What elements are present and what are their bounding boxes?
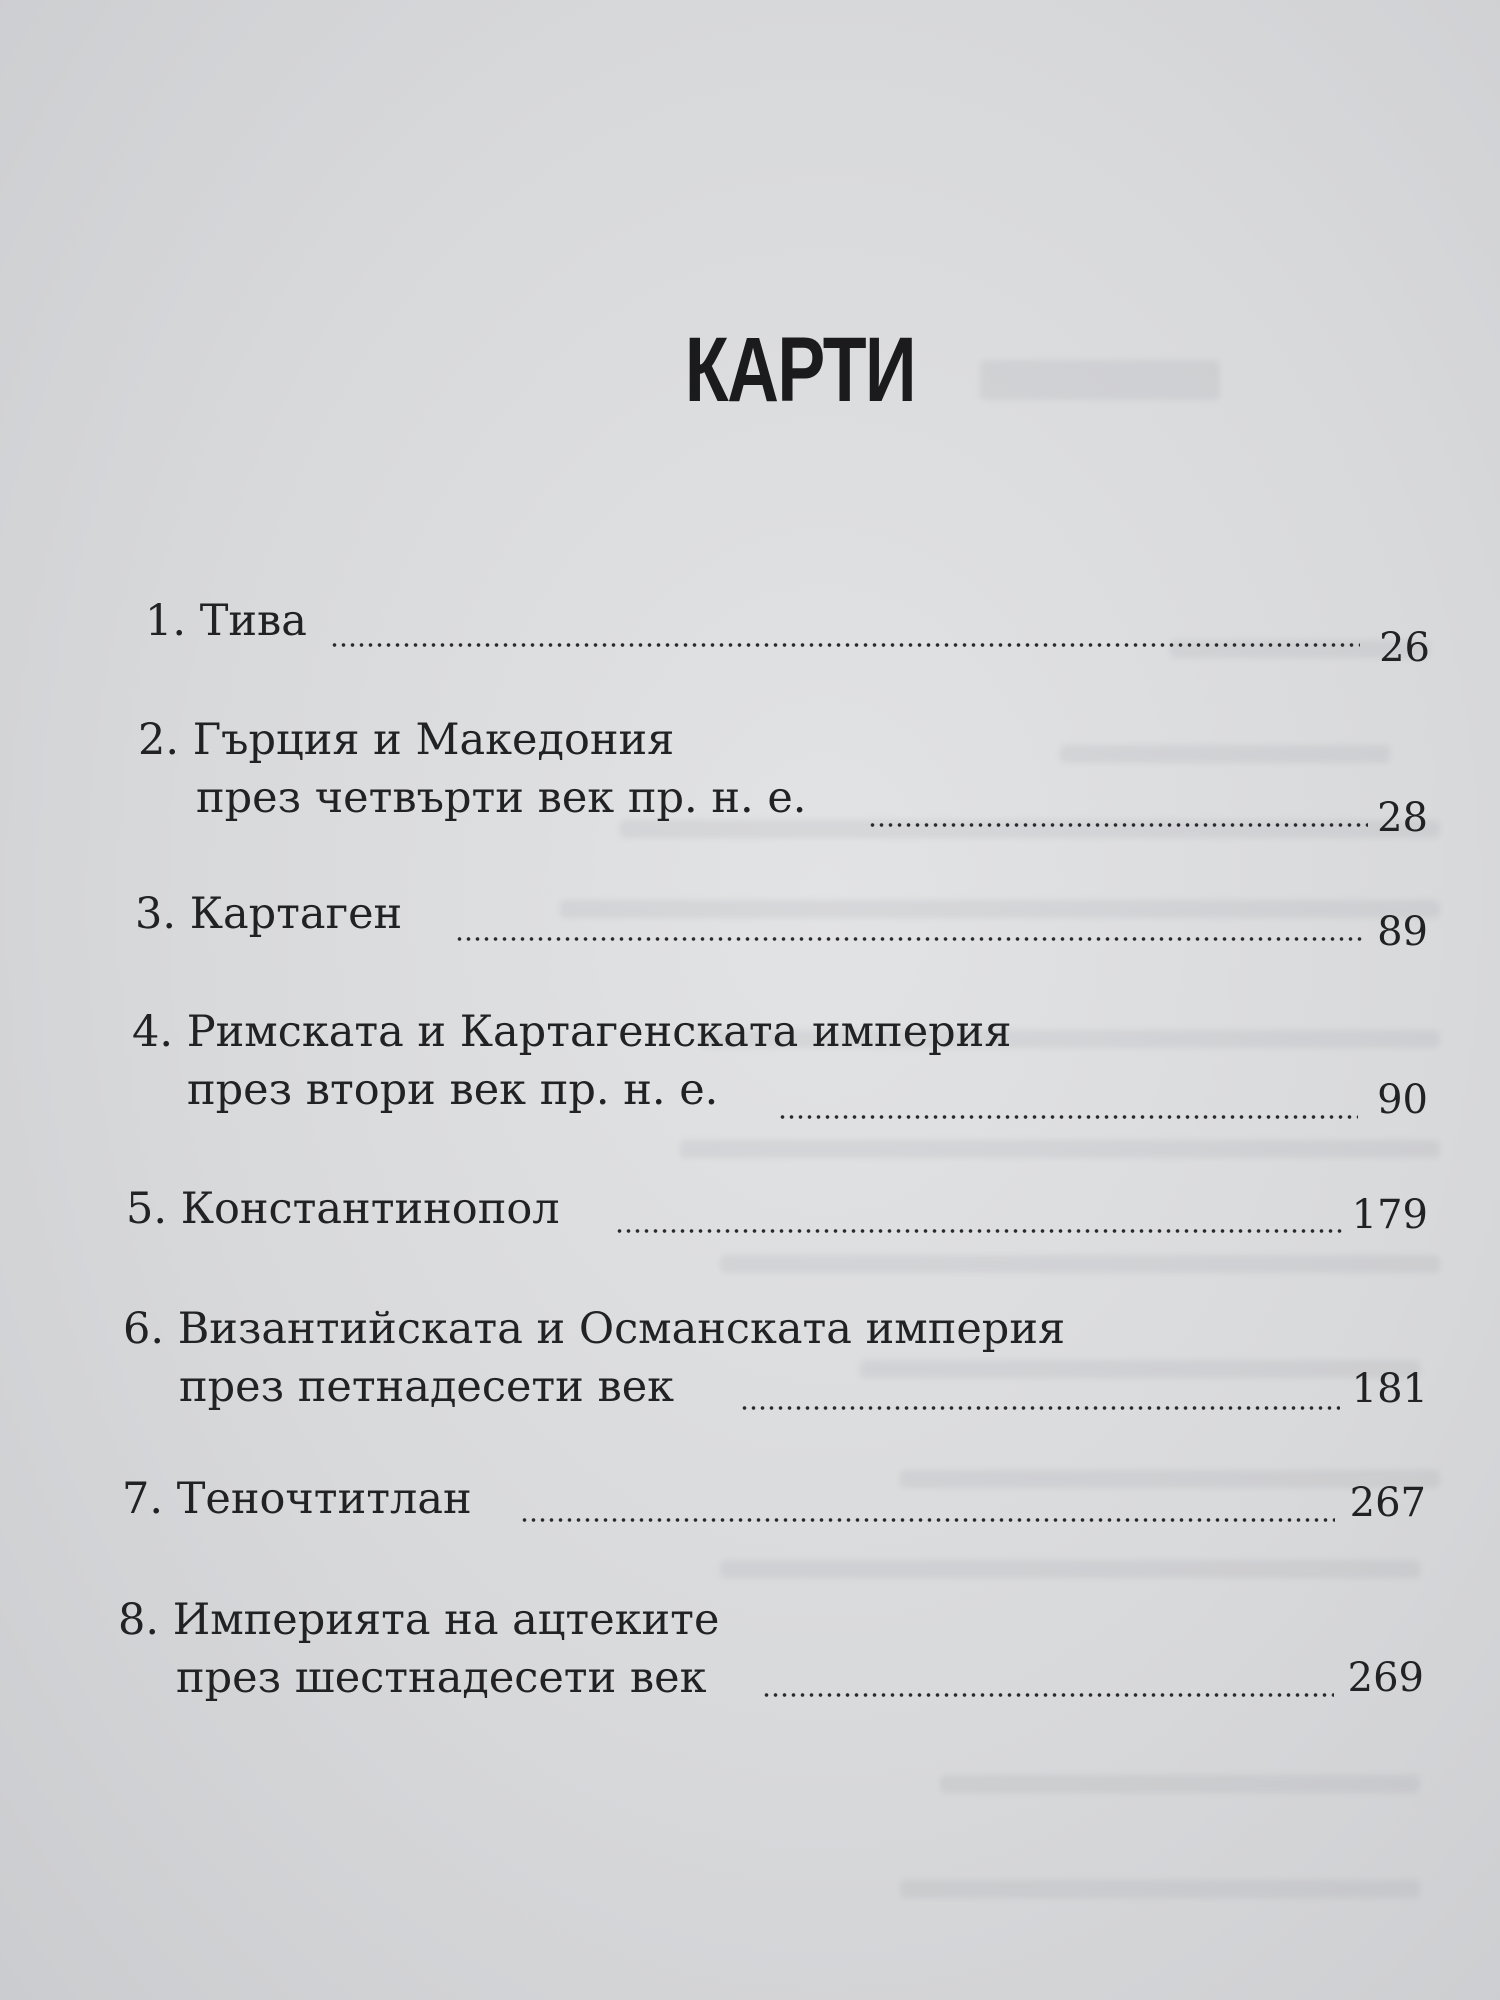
- entry-number: 8.: [118, 1595, 160, 1645]
- entry-title: Римската и Картагенската империя: [186, 1007, 1012, 1057]
- page-number: 267: [1349, 1480, 1426, 1526]
- entry-number: 2.: [138, 715, 180, 765]
- page-number: 26: [1379, 625, 1430, 671]
- entry-title: Тива: [199, 596, 307, 646]
- entry-number: 4.: [132, 1007, 174, 1057]
- entry-title: Византийската и Османската империя: [177, 1304, 1066, 1354]
- page-number: 269: [1347, 1655, 1424, 1701]
- toc-entry-2: [138, 716, 806, 822]
- leader-dots: [520, 1517, 1335, 1523]
- page-number: 89: [1377, 909, 1428, 955]
- page-number: 179: [1351, 1192, 1428, 1238]
- page-number: 28: [1377, 795, 1428, 841]
- toc-entry-6: [123, 1305, 1065, 1411]
- toc-entry-4: [132, 1008, 1011, 1114]
- entry-title: Империята на ацтеките: [172, 1595, 720, 1645]
- entry-number: 1.: [145, 596, 187, 646]
- entry-subtitle: през четвърти век пр. н. е.: [196, 773, 807, 823]
- leader-dots: [778, 1114, 1358, 1120]
- leader-dots: [740, 1405, 1340, 1411]
- entry-number: 3.: [135, 889, 177, 939]
- toc-entry-8: [118, 1596, 719, 1702]
- leader-dots: [455, 936, 1365, 942]
- toc-entry-7: [122, 1475, 472, 1523]
- toc-entry-3: [135, 890, 402, 938]
- leader-dots: [868, 822, 1368, 828]
- entry-title: Картаген: [189, 889, 403, 939]
- entry-number: 7.: [122, 1474, 164, 1524]
- entry-subtitle: през шестнадесети век: [176, 1653, 707, 1703]
- leader-dots: [330, 642, 1360, 648]
- leader-dots: [615, 1228, 1343, 1234]
- entry-subtitle: през втори век пр. н. е.: [187, 1065, 719, 1115]
- page-number: 181: [1351, 1366, 1428, 1412]
- entry-title: Константинопол: [180, 1184, 560, 1234]
- entry-title: Теночтитлан: [176, 1474, 472, 1524]
- entry-subtitle: през петнадесети век: [179, 1362, 675, 1412]
- entry-title: Гърция и Македония: [192, 715, 675, 765]
- leader-dots: [762, 1692, 1334, 1698]
- page-title: КАРТИ: [684, 319, 916, 421]
- toc-entry-5: [126, 1185, 560, 1233]
- toc-entry-1: [145, 597, 307, 645]
- page-number: 90: [1377, 1077, 1428, 1123]
- entry-number: 5.: [126, 1184, 168, 1234]
- entry-number: 6.: [123, 1304, 165, 1354]
